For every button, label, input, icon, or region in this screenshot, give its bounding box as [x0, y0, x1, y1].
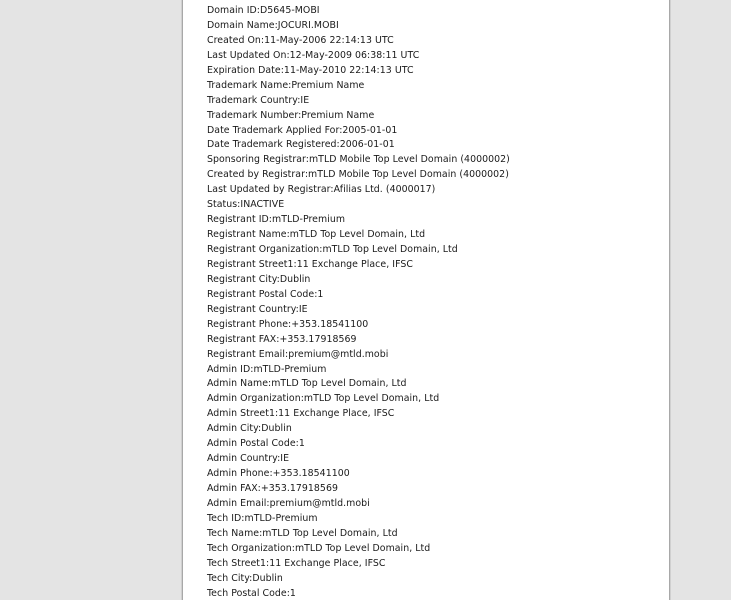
whois-record-line: Created by Registrar:mTLD Mobile Top Level Domain (4000002): [207, 169, 509, 181]
whois-record-line: Trademark Country:IE: [207, 94, 310, 106]
whois-record-line: Admin ID:mTLD-Premium: [207, 363, 327, 375]
whois-record-line: Sponsoring Registrar:mTLD Mobile Top Level Domain (4000002): [207, 154, 510, 166]
whois-record-line: Tech Postal Code:1: [207, 587, 296, 599]
whois-record-line: Registrant ID:mTLD-Premium: [207, 214, 346, 226]
whois-record-line: Registrant Postal Code:1: [207, 288, 324, 300]
whois-record-line: Trademark Name:Premium Name: [207, 79, 365, 91]
whois-record-line: Date Trademark Registered:2006-01-01: [207, 139, 395, 151]
whois-record-line: Registrant FAX:+353.17918569: [207, 333, 357, 345]
whois-record-line: Registrant Phone:+353.18541100: [207, 318, 369, 330]
whois-record-line: Last Updated by Registrar:Afilias Ltd. (4000017): [207, 184, 436, 196]
whois-record-line: Tech Name:mTLD Top Level Domain, Ltd: [207, 527, 398, 539]
whois-record-line: Admin Country:IE: [207, 453, 290, 465]
whois-record-line: Admin Phone:+353.18541100: [207, 468, 350, 480]
whois-record-line: Domain ID:D5645-MOBI: [207, 5, 320, 16]
whois-record-line: Registrant Email:premium@mtld.mobi: [207, 348, 389, 360]
whois-record-line: Admin Street1:11 Exchange Place, IFSC: [207, 408, 395, 420]
whois-record-line: Admin City:Dublin: [207, 423, 292, 435]
whois-record-line: Trademark Number:Premium Name: [207, 109, 375, 121]
whois-record-line: Registrant Name:mTLD Top Level Domain, Ltd: [207, 229, 426, 241]
whois-record-line: Status:INACTIVE: [207, 199, 285, 211]
whois-record-line: Admin FAX:+353.17918569: [207, 483, 338, 494]
whois-record-line: Registrant Street1:11 Exchange Place, IFSC: [207, 258, 413, 270]
whois-record-line: Registrant City:Dublin: [207, 273, 311, 285]
whois-record-line: Domain Name:JOCURI.MOBI: [207, 19, 339, 31]
whois-record-line: Created On:11-May-2006 22:14:13 UTC: [207, 34, 394, 46]
whois-record-line: Registrant Organization:mTLD Top Level Domain, Ltd: [207, 244, 458, 255]
document-page: [182, 0, 670, 600]
whois-record-line: Registrant Country:IE: [207, 303, 308, 315]
whois-record-line: Date Trademark Applied For:2005-01-01: [207, 124, 398, 136]
whois-record-line: Tech Street1:11 Exchange Place, IFSC: [207, 557, 386, 569]
whois-record-line: Admin Email:premium@mtld.mobi: [207, 497, 370, 509]
whois-record-line: Tech ID:mTLD-Premium: [207, 512, 318, 524]
whois-record-line: Tech City:Dublin: [207, 572, 283, 584]
whois-record-line: Admin Name:mTLD Top Level Domain, Ltd: [207, 378, 407, 390]
whois-record-line: Expiration Date:11-May-2010 22:14:13 UTC: [207, 64, 414, 76]
whois-record-line: Last Updated On:12-May-2009 06:38:11 UTC: [207, 49, 420, 61]
whois-record-list: [207, 4, 510, 600]
whois-record-line: Admin Postal Code:1: [207, 438, 305, 450]
whois-record-line: Tech Organization:mTLD Top Level Domain, Ltd: [207, 542, 431, 554]
whois-record-line: Admin Organization:mTLD Top Level Domain, Ltd: [207, 393, 440, 405]
